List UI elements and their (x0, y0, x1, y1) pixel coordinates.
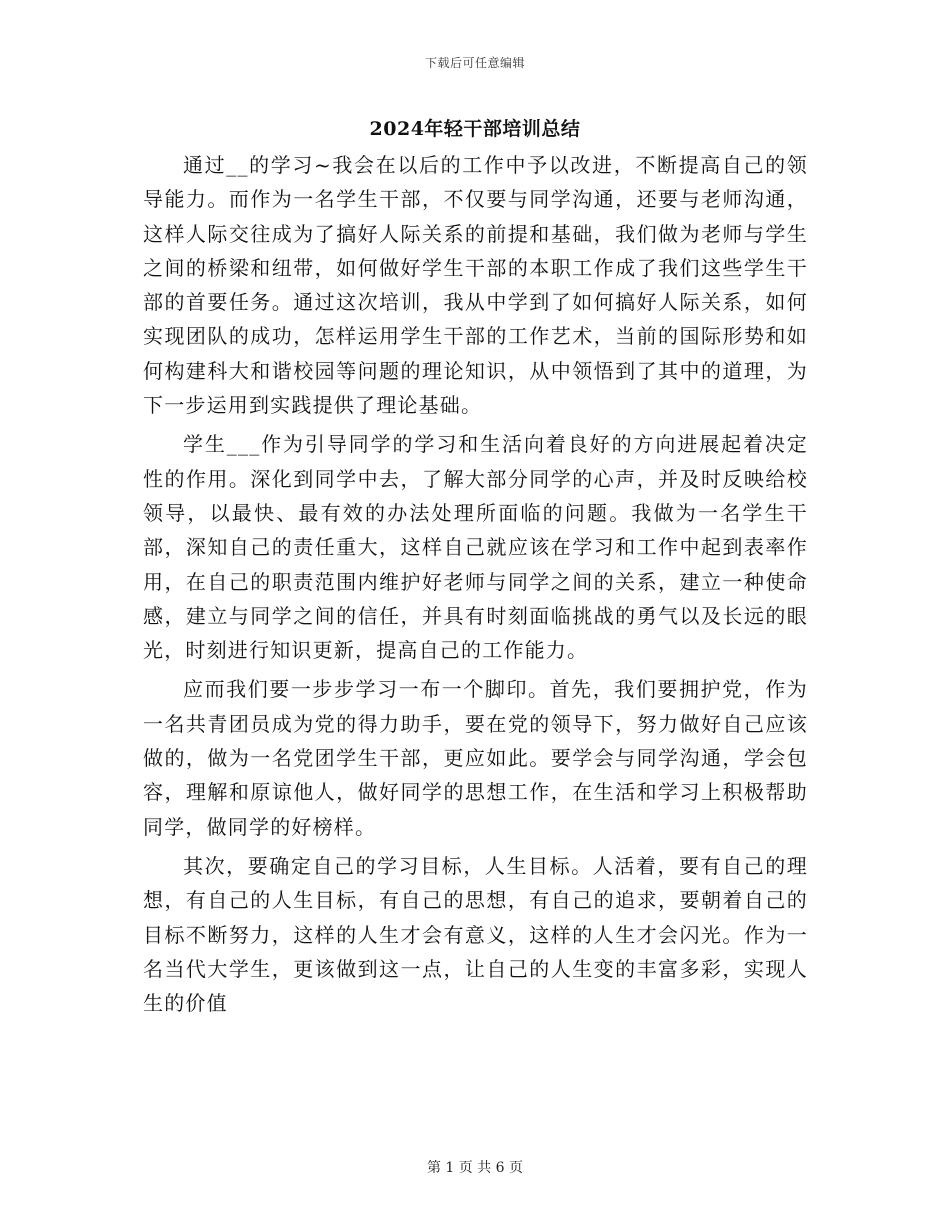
document-body (143, 148, 808, 1025)
header-note: 下载后可任意编辑 (424, 56, 525, 70)
paragraph-3: 应而我们要一步步学习一布一个脚印。首先，我们要拥护党，作为一名共青团员成为党的得力助手，要在党的领导下，努力做好自己应该做的，做为一名党团学生干部，更应如此。要学会与同学沟通，学会包容，理解和原谅他人，做好同学的思想工作，在生活和学习上积极帮助同学，做同学的好榜样。 (143, 677, 808, 839)
document-title: 2024年轻干部培训总结 (369, 118, 581, 140)
page-number-footer: 第 1 页 共 6 页 (426, 1160, 524, 1176)
paragraph-1: 通过__的学习~我会在以后的工作中予以改进，不断提高自己的领导能力。而作为一名学生干部，不仅要与同学沟通，还要与老师沟通，这样人际交往成为了搞好人际关系的前提和基础，我们做为老师与学生之间的桥梁和纽带，如何做好学生干部的本职工作成了我们这些学生干部的首要任务。通过这次培训，我从中学到了如何搞好人际关系，如何实现团队的成功，怎样运用学生干部的工作艺术，当前的国际形势和如何构建科大和谐校园等问题的理论知识，从中领悟到了其中的道理，为下一步运用到实践提供了理论基础。 (143, 153, 808, 418)
paragraph-4: 其次，要确定自己的学习目标，人生目标。人活着，要有自己的理想，有自己的人生目标，有自己的思想，有自己的追求，要朝着自己的目标不断努力，这样的人生才会有意义，这样的人生才会闪光。作为一名当代大学生，更该做到这一点，让自己的人生变的丰富多彩，实现人生的价值 (143, 853, 808, 1016)
paragraph-2: 学生___作为引导同学的学习和生活向着良好的方向进展起着决定性的作用。深化到同学中去，了解大部分同学的心声，并及时反映给校领导，以最快、最有效的办法处理所面临的问题。我做为一名学生干部，深知自己的责任重大，这样自己就应该在学习和工作中起到表率作用，在自己的职责范围内维护好老师与同学之间的关系，建立一种使命感，建立与同学之间的信任，并具有时刻面临挑战的勇气以及长远的眼光，时刻进行知识更新，提高自己的工作能力。 (143, 432, 808, 663)
